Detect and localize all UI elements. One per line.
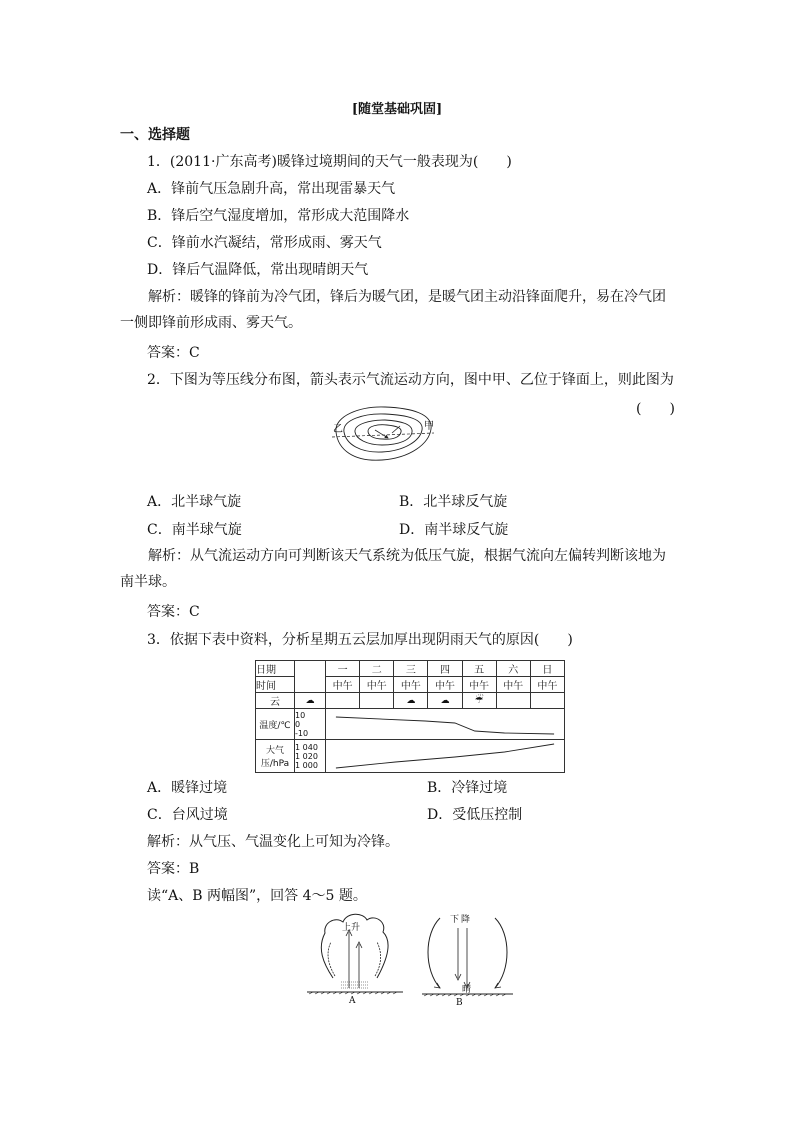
pressure-ticks: 1 040 1 020 1 000 (295, 740, 326, 773)
q1-stem: 1．(2011·广东高考)暖锋过境期间的天气一般表现为( ) (147, 154, 512, 170)
day-wed: 三 (394, 661, 428, 677)
rain-cloud-icon: ☔ (474, 695, 484, 706)
q1-option-c: C．锋前水汽凝结，常形成雨、雾天气 (147, 235, 382, 251)
figure-a-convection (305, 908, 405, 1008)
time-cell: 中午 (462, 677, 496, 693)
q2-option-a: A．北半球气旋 (147, 494, 242, 510)
q1-analysis: 解析：暖锋的锋前为冷气团，锋后为暖气团，是暖气团主动沿锋面爬升，易在冷气团一侧即锋前形成雨、雾天气。 (120, 289, 666, 331)
day-fri: 五 (462, 661, 496, 677)
day-mon: 一 (326, 661, 360, 677)
q1-option-b: B．锋后空气湿度增加，常形成大范围降水 (147, 208, 410, 224)
cloud-icon: ☁ (305, 696, 315, 706)
figure-label-jia: 甲 (424, 421, 434, 432)
day-tue: 二 (360, 661, 394, 677)
q3-answer: 答案：B (147, 861, 200, 877)
table-corner-time: 时间 (256, 677, 295, 693)
row-temp-label: 温度/℃ (256, 709, 295, 740)
figure-b-descend-label: 下降 (450, 915, 473, 925)
q3-analysis: 解析：从气压、气温变化上可知为冷锋。 (147, 834, 399, 850)
time-cell: 中午 (326, 677, 360, 693)
time-cell: 中午 (394, 677, 428, 693)
cloud-icon: ☁ (406, 696, 416, 706)
q3-stem: 3．依据下表中资料，分析星期五云层加厚出现阴雨天气的原因( ) (147, 632, 573, 648)
q2-answer: 答案：C (147, 604, 200, 620)
time-cell: 中午 (428, 677, 462, 693)
q2-option-c: C．南半球气旋 (147, 522, 242, 538)
time-cell: 中午 (496, 677, 530, 693)
figure-b-clear-label: 晴 (462, 985, 472, 995)
q45-intro: 读“A、B 两幅图”，回答 4～5 题。 (147, 888, 367, 904)
page-header: [随堂基础巩固] (351, 102, 443, 117)
row-pressure-label: 大气压/hPa (256, 740, 295, 773)
q2-option-b: B．北半球反气旋 (399, 494, 508, 510)
day-sat: 六 (496, 661, 530, 677)
figure-b-label: B (456, 998, 463, 1008)
q3-option-a: A．暖锋过境 (147, 780, 228, 796)
q3-option-c: C．台风过境 (147, 807, 228, 823)
time-cell: 中午 (360, 677, 394, 693)
q1-option-a: A．锋前气压急剧升高，常出现雷暴天气 (147, 181, 396, 197)
q3-option-b: B．冷锋过境 (427, 780, 508, 796)
temp-ticks: 10 0 -10 (295, 709, 326, 740)
figure-a-rise-label: 上升 (342, 923, 361, 933)
weather-table (255, 660, 565, 768)
table-corner-date: 日期 (256, 661, 295, 677)
isobar-figure (330, 400, 435, 466)
cloud-icon: ☁ (440, 696, 450, 706)
q2-option-d: D．南半球反气旋 (399, 522, 509, 538)
q2-paren: ( ) (636, 401, 675, 417)
q2-analysis: 解析：从气流运动方向可判断该天气系统为低压气旋，根据气流向左偏转判断该地为南半球。 (120, 548, 666, 590)
figure-a-label: A (349, 996, 356, 1006)
figure-b-subsidence (420, 910, 515, 1008)
row-cloud-label: 云 (256, 693, 295, 709)
day-sun: 日 (530, 661, 564, 677)
figure-label-yi: 乙 (333, 424, 343, 435)
q2-stem: 2．下图为等压线分布图，箭头表示气流运动方向，图中甲、乙位于锋面上，则此图为 (147, 372, 674, 388)
day-thu: 四 (428, 661, 462, 677)
q3-option-d: D．受低压控制 (427, 807, 523, 823)
q1-answer: 答案：C (147, 345, 200, 361)
section-title: 一、选择题 (120, 127, 190, 143)
time-cell: 中午 (530, 677, 564, 693)
q1-option-d: D．锋后气温降低，常出现晴朗天气 (147, 262, 369, 278)
